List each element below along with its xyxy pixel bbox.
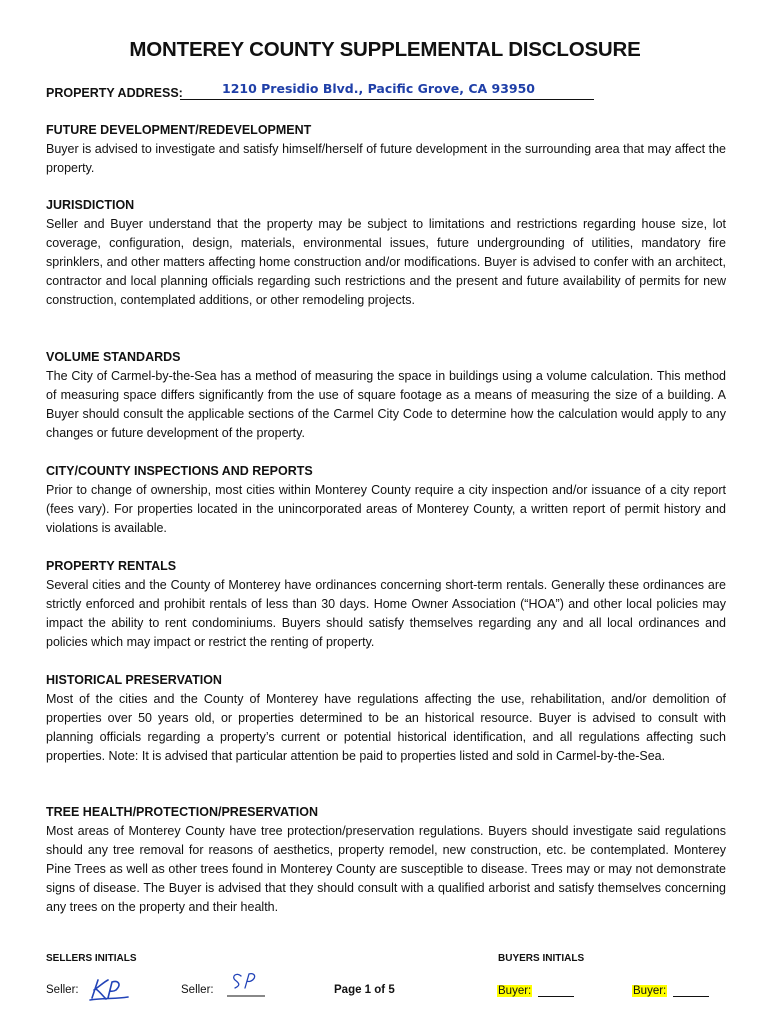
section-heading: TREE HEALTH/PROTECTION/PRESERVATION [46, 805, 319, 819]
section-future-development [46, 121, 726, 178]
section-property-rentals [46, 557, 726, 652]
section-body: Most of the cities and the County of Monterey have regulations affecting the use, rehabilitation, and/or demolition of properties over 50 years old, or properties determined to be an historical resource. Buyer is advised to consult with planning officials regarding a property’s current or potential historical identification, and all regulations affecting such properties. Note: It is advised that particular attention be paid to properties listed and sold in Carmel-by-the-Sea. [46, 692, 726, 763]
section-body: Several cities and the County of Monterey have ordinances concerning short-term rentals. Generally these ordinances are strictly enforced and prohibit rentals of less than 30 days. Home Owner Association (“HOA”) and other local policies may impact the ability to rent condominiums. Buyers should satisfy themselves regarding any and all local ordinances and policies which may impact or restrict the renting of property. [46, 578, 726, 649]
buyer2-field [632, 984, 709, 997]
seller2-signature-drawing [227, 970, 267, 998]
buyer2-initials-line[interactable] [673, 984, 709, 997]
section-inspections-reports [46, 462, 726, 538]
section-body: Seller and Buyer understand that the property may be subject to limitations and restrictions regarding house size, lot coverage, configuration, design, materials, environmental issues, future undergrounding of utilities, mandatory fire sprinklers, and other matters affecting home construction and/or modifications. Buyer is advised to confer with an architect, contractor and local planning officials regarding such restrictions and the present and future availability of permits for new construction, contemplated additions, or other remodeling projects. [46, 217, 726, 307]
section-body: Prior to change of ownership, most cities within Monterey County require a city inspection and/or issuance of a city report (fees vary). For properties located in the unincorporated areas of Monterey County, a written report of permit history and violations is available. [46, 483, 726, 535]
section-historical-preservation [46, 671, 726, 766]
seller1-initials-signature[interactable] [88, 976, 132, 1007]
buyer1-label: Buyer: [498, 985, 532, 997]
buyer1-initials-line[interactable] [538, 984, 574, 997]
section-jurisdiction [46, 196, 726, 310]
section-tree-health [46, 803, 726, 917]
property-address-value[interactable]: 1210 Presidio Blvd., Pacific Grove, CA 93950 [222, 81, 536, 96]
section-volume-standards [46, 348, 726, 443]
buyer2-label: Buyer: [633, 985, 667, 997]
seller2-initials-signature[interactable] [227, 970, 267, 1003]
property-address-underline [180, 99, 594, 100]
sellers-initials-label: SELLERS INITIALS [46, 953, 137, 964]
seller1-signature-drawing [88, 976, 132, 1002]
document-title: MONTEREY COUNTY SUPPLEMENTAL DISCLOSURE [129, 38, 641, 61]
page-number: Page 1 of 5 [334, 984, 395, 996]
seller1-label: Seller: [46, 984, 79, 996]
section-heading: HISTORICAL PRESERVATION [46, 673, 222, 687]
section-heading: JURISDICTION [46, 198, 135, 212]
property-address-label: PROPERTY ADDRESS: [46, 86, 183, 100]
section-body: Most areas of Monterey County have tree protection/preservation regulations. Buyers should investigate said regulations should any tree removal for reasons of aesthetics, property remodel, new construction, etc. be contemplated. Monterey Pine Trees as well as other trees found in Monterey County are susceptible to disease. Trees may or may not demonstrate signs of disease. The Buyer is advised that they should consult with a qualified arborist and satisfy themselves concerning any trees on the property and their health. [46, 824, 726, 914]
section-body: The City of Carmel-by-the-Sea has a method of measuring the space in buildings using a volume calculation. This method of measuring space differs significantly from the use of square footage as a means of measuring the size of a building. A Buyer should consult the applicable sections of the Carmel City Code to determine how the calculation would apply to any changes or future development of the property. [46, 369, 726, 440]
property-address-row [46, 82, 606, 104]
section-heading: PROPERTY RENTALS [46, 559, 177, 573]
buyer1-field [497, 984, 574, 997]
section-heading: VOLUME STANDARDS [46, 350, 181, 364]
section-heading: FUTURE DEVELOPMENT/REDEVELOPMENT [46, 123, 312, 137]
section-body: Buyer is advised to investigate and satisfy himself/herself of future development in the surrounding area that may affect the property. [46, 142, 726, 175]
seller2-label: Seller: [181, 984, 214, 996]
section-heading: CITY/COUNTY INSPECTIONS AND REPORTS [46, 464, 313, 478]
buyers-initials-label: BUYERS INITIALS [498, 953, 585, 964]
